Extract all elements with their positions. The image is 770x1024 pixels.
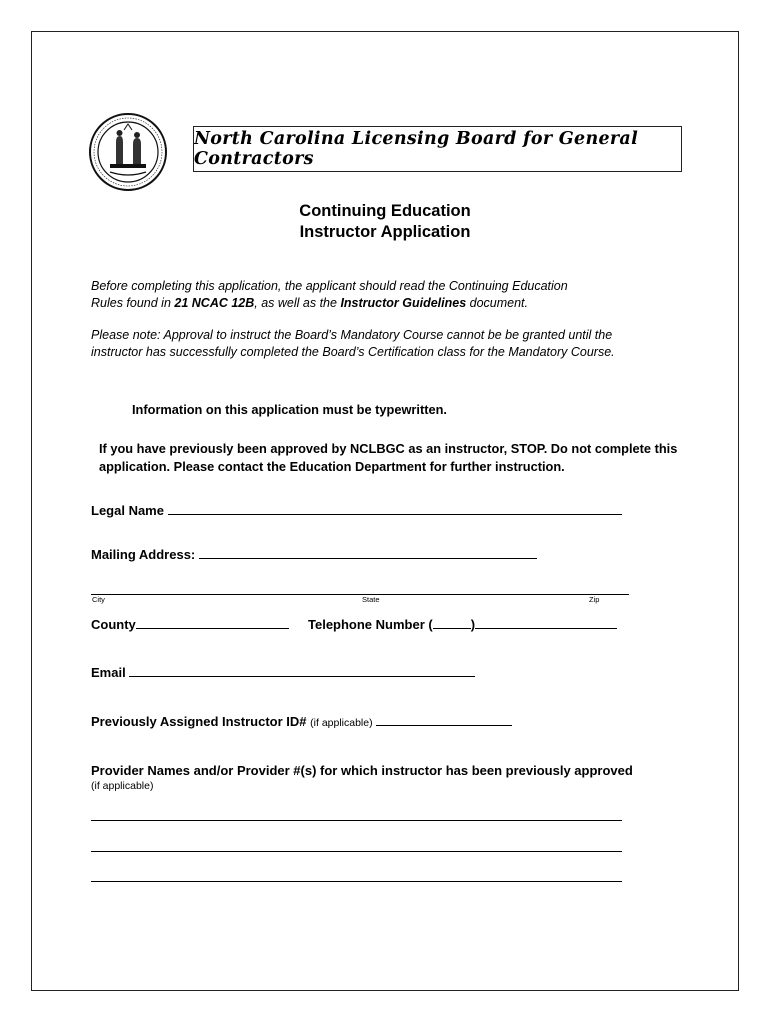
form-title-line2: Instructor Application xyxy=(299,223,471,241)
provider-input-1[interactable] xyxy=(91,820,622,821)
telephone-field: Telephone Number ( ) xyxy=(308,616,617,632)
board-name: North Carolina Licensing Board for General Contractors xyxy=(194,129,639,169)
mandatory-course-note: Please note: Approval to instruct the Board’s Mandatory Course cannot be be granted until the instructor has successfully completed the Board’s Certification class for the Mandatory Course. xyxy=(91,328,615,359)
mailing-address-field: Mailing Address: xyxy=(91,546,537,562)
providers-label: Provider Names and/or Provider #(s) for which instructor has been previously approved xyxy=(91,763,633,778)
area-code-input[interactable] xyxy=(433,616,471,629)
stop-notice: If you have previously been approved by NCLBGC as an instructor, STOP. Do not complete this application. Please contact the Education Department for further instruction. xyxy=(99,441,678,474)
mailing-address-input[interactable] xyxy=(199,546,537,559)
legal-name-input[interactable] xyxy=(168,502,622,515)
city-state-zip-input[interactable] xyxy=(91,594,629,595)
typewritten-notice: Information on this application must be typewritten. xyxy=(132,402,447,417)
form-title-line1: Continuing Education xyxy=(299,202,471,220)
provider-input-3[interactable] xyxy=(91,881,622,882)
city-label: City xyxy=(92,595,105,604)
instructor-id-input[interactable] xyxy=(376,713,512,726)
state-label: State xyxy=(362,595,380,604)
intro-paragraph: Before completing this application, the applicant should read the Continuing Education Rules found in 21 NCAC 12B, as well as the Instructor Guidelines document. xyxy=(91,279,568,310)
county-input[interactable] xyxy=(136,616,289,629)
board-name-box xyxy=(193,126,682,172)
telephone-input[interactable] xyxy=(475,616,617,629)
zip-label: Zip xyxy=(589,595,600,604)
instructor-id-field: Previously Assigned Instructor ID# (if applicable) xyxy=(91,713,512,729)
email-field: Email xyxy=(91,664,475,680)
county-field: County xyxy=(91,616,289,632)
email-input[interactable] xyxy=(129,664,475,677)
provider-input-2[interactable] xyxy=(91,851,622,852)
legal-name-field: Legal Name xyxy=(91,502,622,518)
state-seal-icon xyxy=(88,112,168,192)
providers-note: (if applicable) xyxy=(91,780,154,792)
